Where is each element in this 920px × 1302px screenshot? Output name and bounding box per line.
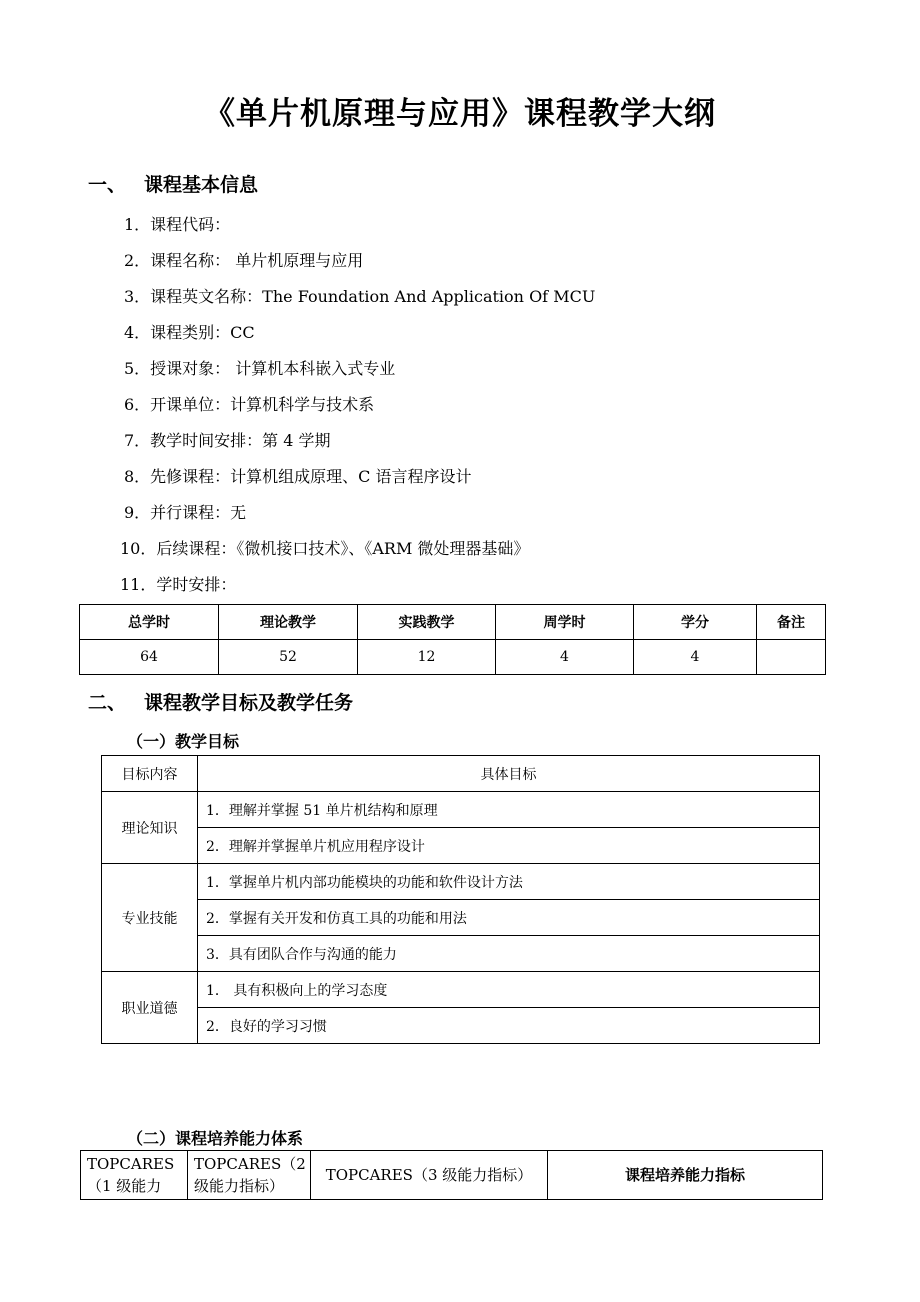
info-item: 1．课程代码： bbox=[124, 215, 231, 234]
table-row bbox=[102, 900, 820, 936]
header-cell: 备注 bbox=[757, 605, 826, 640]
section-2-number: 二、 bbox=[88, 692, 127, 714]
goal-item: 1．理解并掌握 51 单片机结构和原理 bbox=[198, 792, 820, 828]
table-row bbox=[102, 936, 820, 972]
header-cell: TOPCARES（2 级能力指标） bbox=[188, 1151, 311, 1200]
section-2-heading bbox=[88, 688, 353, 715]
table-cell: 12 bbox=[358, 640, 496, 675]
section-2-title: 课程教学目标及教学任务 bbox=[144, 692, 354, 714]
header-cell: 具体目标 bbox=[198, 756, 820, 792]
header-cell: TOPCARES（3 级能力指标） bbox=[311, 1151, 548, 1200]
info-item: 10．后续课程：《微机接口技术》、《ARM 微处理器基础》 bbox=[120, 539, 530, 558]
teaching-goals-table bbox=[101, 755, 820, 1044]
info-item: 9．并行课程：无 bbox=[124, 503, 247, 522]
table-header-row bbox=[80, 605, 826, 640]
table-row bbox=[102, 972, 820, 1008]
header-cell: 周学时 bbox=[496, 605, 634, 640]
table-row bbox=[102, 864, 820, 900]
document-title: 《单片机原理与应用》课程教学大纲 bbox=[204, 96, 716, 132]
goal-category: 职业道德 bbox=[102, 972, 198, 1044]
course-info-list bbox=[120, 211, 596, 607]
goal-item: 1．掌握单片机内部功能模块的功能和软件设计方法 bbox=[198, 864, 820, 900]
header-cell: 课程培养能力指标 bbox=[548, 1151, 823, 1200]
goal-item: 2．良好的学习习惯 bbox=[198, 1008, 820, 1044]
table-row bbox=[80, 640, 826, 675]
goal-item: 3．具有团队合作与沟通的能力 bbox=[198, 936, 820, 972]
info-item: 5．授课对象： 计算机本科嵌入式专业 bbox=[124, 359, 396, 378]
info-item: 2．课程名称： 单片机原理与应用 bbox=[124, 251, 364, 270]
goal-item: 2．掌握有关开发和仿真工具的功能和用法 bbox=[198, 900, 820, 936]
table-header-row bbox=[102, 756, 820, 792]
section-1-heading bbox=[88, 170, 258, 197]
table-row bbox=[102, 792, 820, 828]
header-cell: 学分 bbox=[634, 605, 757, 640]
table-row bbox=[102, 828, 820, 864]
header-cell: 理论教学 bbox=[219, 605, 358, 640]
table-cell: 4 bbox=[496, 640, 634, 675]
header-cell: TOPCARES（1 级能力 bbox=[81, 1151, 188, 1200]
info-item: 6．开课单位：计算机科学与技术系 bbox=[124, 395, 375, 414]
header-cell: 目标内容 bbox=[102, 756, 198, 792]
goal-item: 1． 具有积极向上的学习态度 bbox=[198, 972, 820, 1008]
header-cell: 总学时 bbox=[80, 605, 219, 640]
info-item: 7．教学时间安排：第 4 学期 bbox=[124, 431, 331, 450]
info-item: 11．学时安排： bbox=[120, 575, 237, 594]
goal-item: 2．理解并掌握单片机应用程序设计 bbox=[198, 828, 820, 864]
section-1-number: 一、 bbox=[88, 174, 127, 196]
table-row bbox=[102, 1008, 820, 1044]
goal-category: 理论知识 bbox=[102, 792, 198, 864]
info-item: 4．课程类别：CC bbox=[124, 323, 255, 342]
info-item: 8．先修课程：计算机组成原理、C 语言程序设计 bbox=[124, 467, 472, 486]
info-item: 3．课程英文名称：The Foundation And Application Of MCU bbox=[124, 287, 596, 306]
subsection-teaching-goals: （一）教学目标 bbox=[127, 732, 240, 751]
table-cell: 52 bbox=[219, 640, 358, 675]
credit-hours-table bbox=[79, 604, 826, 675]
table-cell: 64 bbox=[80, 640, 219, 675]
subsection-ability-system: （二）课程培养能力体系 bbox=[127, 1129, 304, 1148]
header-cell: 实践教学 bbox=[358, 605, 496, 640]
table-header-row bbox=[81, 1151, 823, 1200]
section-1-title: 课程基本信息 bbox=[144, 174, 259, 196]
table-cell bbox=[757, 640, 826, 675]
table-cell: 4 bbox=[634, 640, 757, 675]
goal-category: 专业技能 bbox=[102, 864, 198, 972]
ability-system-table bbox=[80, 1150, 823, 1200]
